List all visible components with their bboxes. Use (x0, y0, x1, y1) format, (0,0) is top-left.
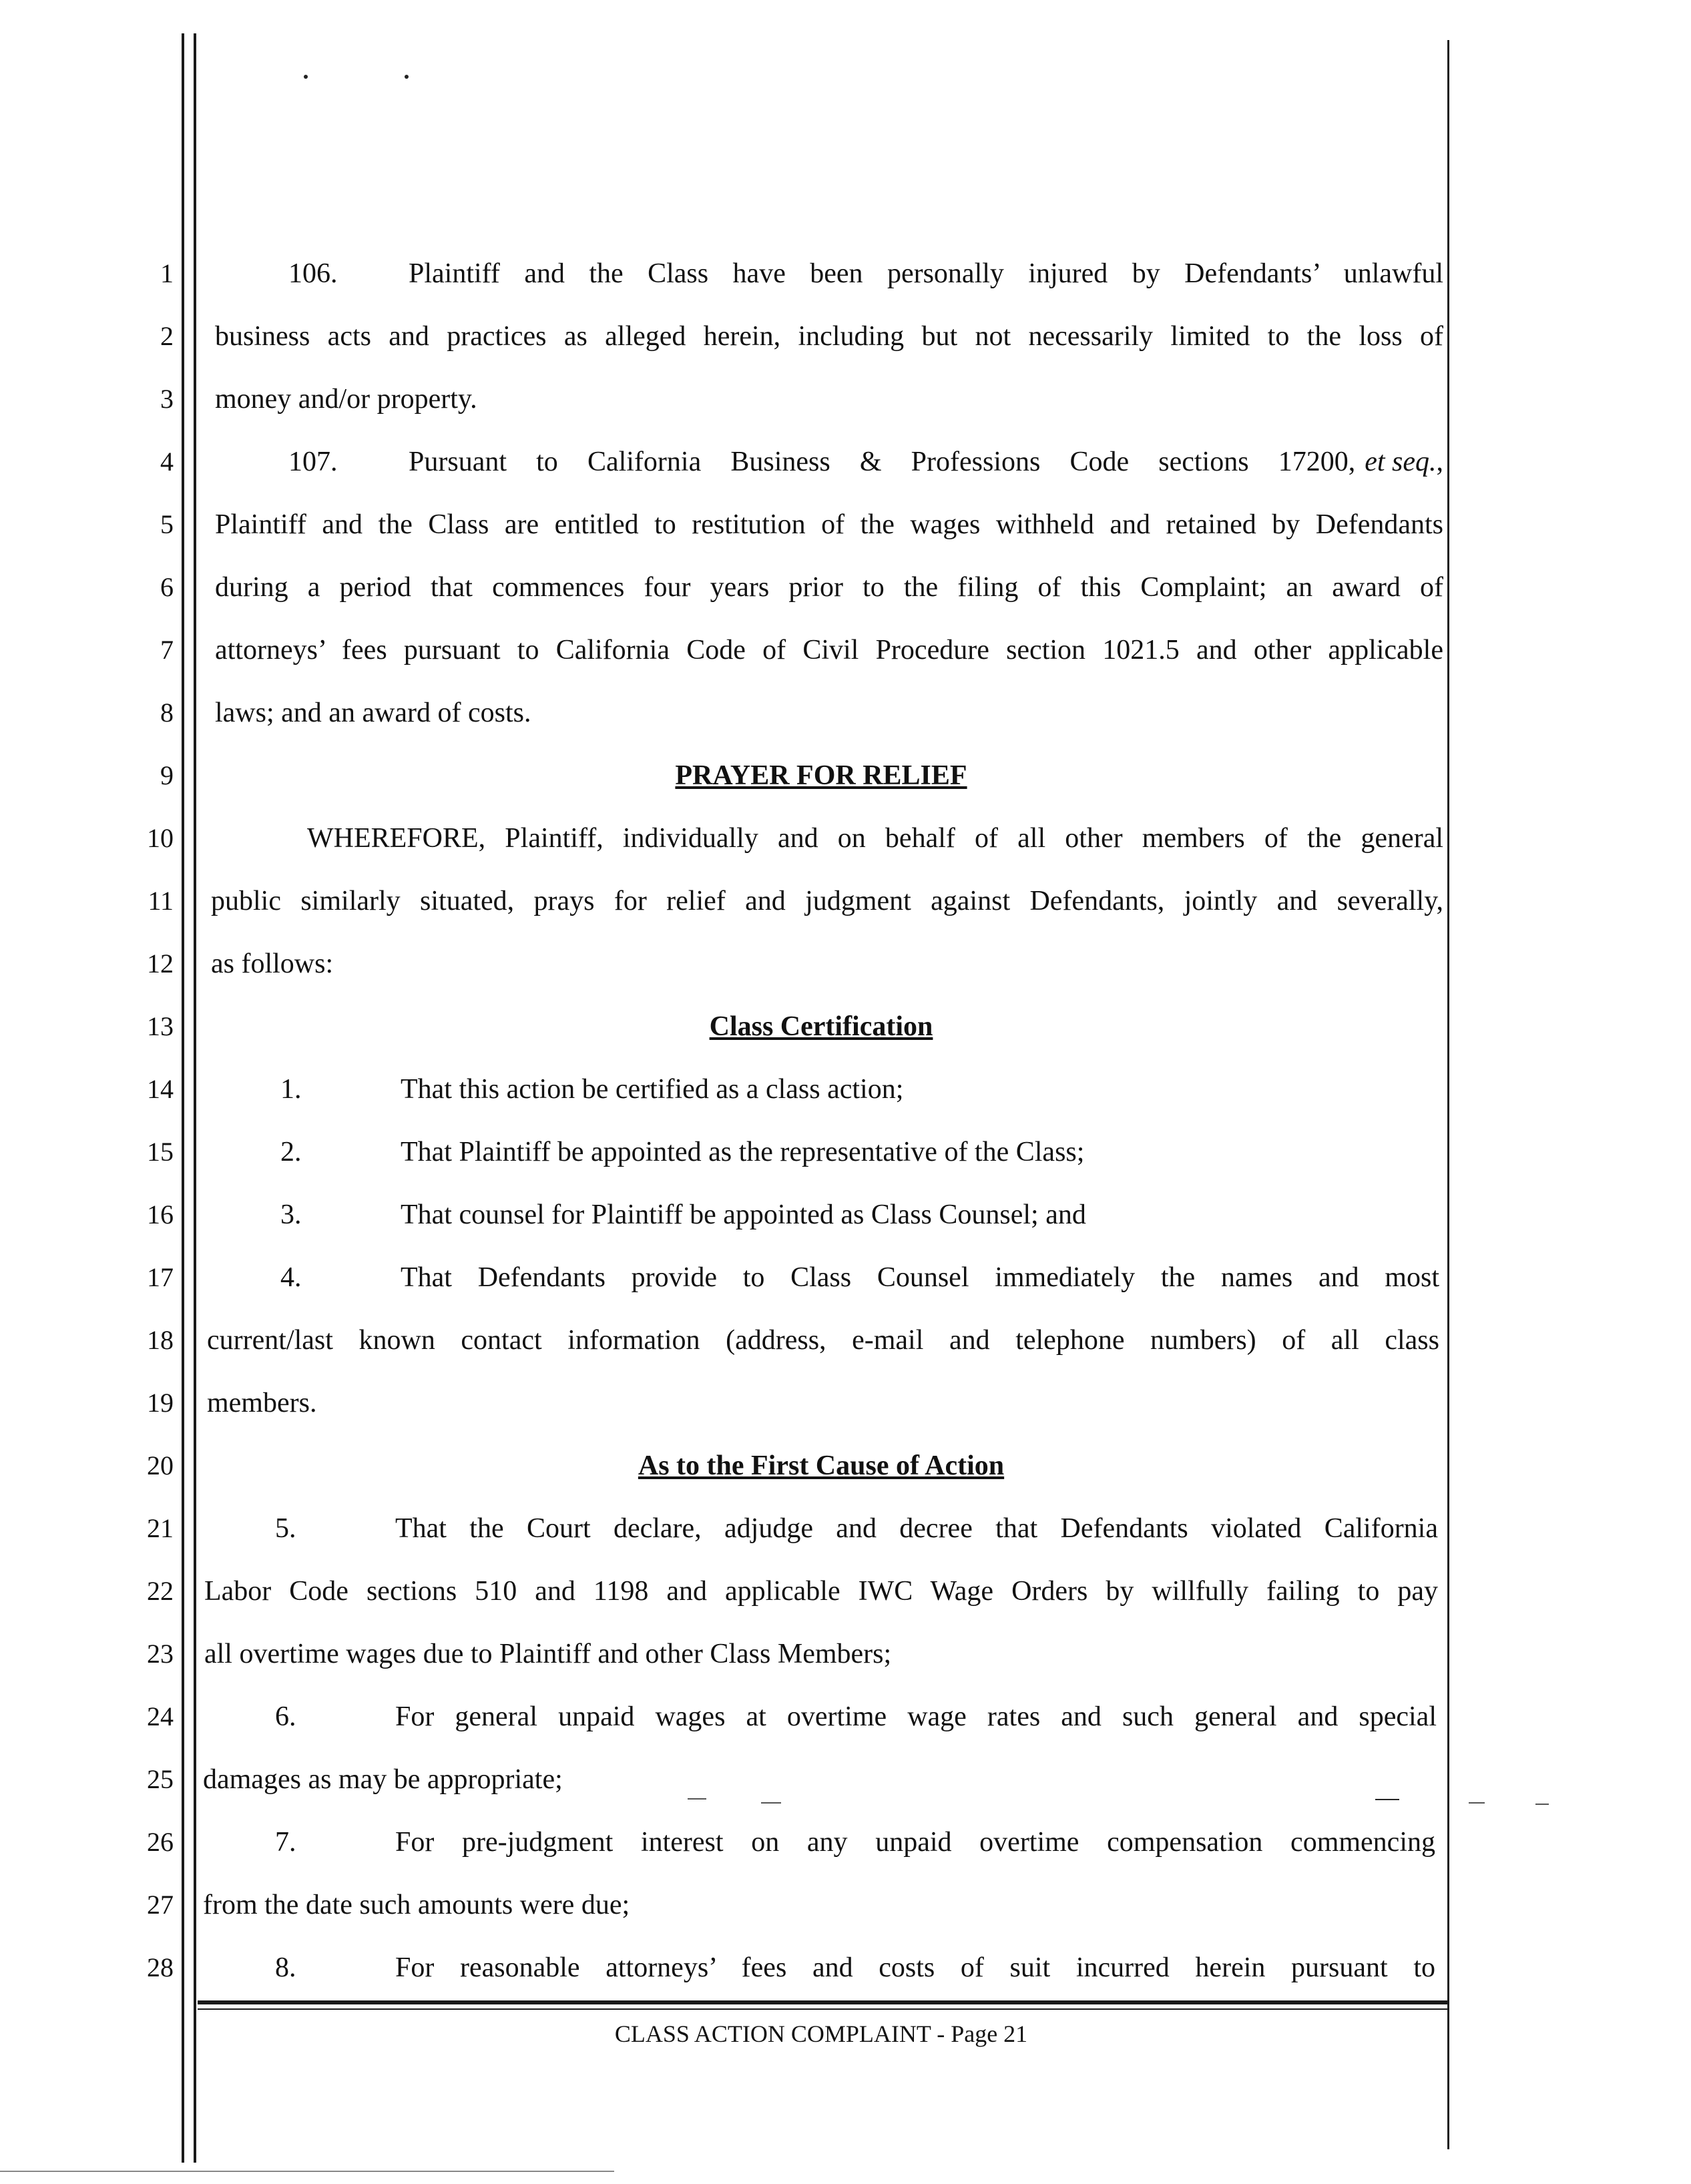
paragraph-number: 106. (288, 258, 338, 289)
list-item-text: For general unpaid wages at overtime wage rates and such general and special (395, 1701, 1437, 1732)
list-item-text: all overtime wages due to Plaintiff and other Class Members; (204, 1639, 892, 1669)
list-item-text: Labor Code sections 510 and 1198 and applicable IWC Wage Orders by willfully failing to pay (204, 1576, 1438, 1607)
body-line: attorneys’ fees pursuant to California Code of Civil Procedure section 1021.5 and other applicable (215, 635, 1443, 665)
line-number: 21 (147, 1513, 174, 1543)
body-line: business acts and practices as alleged herein, including but not necessarily limited to the loss of (215, 321, 1443, 352)
italic-citation: et seq. (1365, 447, 1437, 477)
line-number: 11 (148, 886, 174, 916)
list-item-text: For reasonable attorneys’ fees and costs of suit incurred herein pursuant to (395, 1952, 1435, 1983)
list-item-text: That counsel for Plaintiff be appointed as Class Counsel; and (401, 1199, 1086, 1230)
line-number: 13 (147, 1011, 174, 1041)
list-item-number: 3. (280, 1199, 302, 1230)
line-number: 28 (147, 1952, 174, 1982)
line-number: 24 (147, 1701, 174, 1731)
list-item-number: 6. (275, 1701, 296, 1732)
list-item-number: 4. (280, 1262, 302, 1293)
body-line: public similarly situated, prays for relief and judgment against Defendants, jointly and severally, (211, 886, 1443, 916)
line-number: 2 (160, 321, 174, 351)
line-number: 3 (160, 384, 174, 414)
scan-speck (761, 1802, 781, 1804)
list-item-text: That Plaintiff be appointed as the representative of the Class; (401, 1137, 1085, 1167)
body-line-text: Pursuant to California Business & Professions Code sections 17200, (409, 447, 1356, 477)
line-number: 20 (147, 1450, 174, 1480)
list-item-text: from the date such amounts were due; (203, 1890, 630, 1920)
line-number: 7 (160, 635, 174, 665)
line-number: 12 (147, 948, 174, 979)
scan-speck (1535, 1804, 1549, 1805)
line-number: 1 (160, 258, 174, 288)
page-footer: CLASS ACTION COMPLAINT - Page 21 (614, 2020, 1028, 2047)
section-heading: As to the First Cause of Action (638, 1450, 1005, 1481)
body-line-punct: , (1436, 447, 1443, 477)
line-number: 23 (147, 1639, 174, 1669)
line-number: 6 (160, 572, 174, 602)
footer-rule-thick (198, 2000, 1449, 2004)
list-item-number: 1. (280, 1074, 302, 1105)
line-number: 4 (160, 447, 174, 477)
right-margin-rule (1447, 40, 1449, 2149)
left-margin-rule-inner (194, 33, 196, 2163)
line-number: 16 (147, 1199, 174, 1230)
scan-speck (405, 75, 409, 79)
line-number: 22 (147, 1576, 174, 1606)
line-number: 26 (147, 1827, 174, 1857)
body-line (409, 445, 1443, 479)
line-number: 9 (160, 760, 174, 790)
body-line: WHEREFORE, Plaintiff, individually and on behalf of all other members of the general (307, 823, 1443, 854)
list-item-text: current/last known contact information (address, e-mail and telephone numbers) of all class (207, 1325, 1439, 1356)
line-number: 8 (160, 698, 174, 728)
list-item-text: damages as may be appropriate; (203, 1764, 563, 1795)
list-item-number: 8. (275, 1952, 296, 1983)
line-number: 18 (147, 1325, 174, 1355)
body-line: money and/or property. (215, 384, 477, 415)
line-number: 14 (147, 1074, 174, 1104)
list-item-text: That the Court declare, adjudge and decree that Defendants violated California (395, 1513, 1438, 1544)
paragraph-number: 107. (288, 447, 338, 477)
list-item-text: That this action be certified as a class action; (401, 1074, 904, 1105)
list-item-text: That Defendants provide to Class Counsel immediately the names and most (401, 1262, 1439, 1293)
scan-speck (1375, 1799, 1399, 1800)
body-line: during a period that commences four years prior to the filing of this Complaint; an award of (215, 572, 1443, 603)
list-item-text: members. (207, 1388, 317, 1418)
bottom-scan-edge (0, 2171, 614, 2172)
body-line: Plaintiff and the Class are entitled to restitution of the wages withheld and retained by Defendants (215, 509, 1443, 540)
scan-speck (304, 75, 308, 79)
section-heading: Class Certification (709, 1011, 933, 1042)
list-item-text: For pre-judgment interest on any unpaid overtime compensation commencing (395, 1827, 1435, 1858)
scan-speck (688, 1798, 706, 1800)
line-number: 5 (160, 509, 174, 539)
scan-speck (1469, 1802, 1485, 1804)
body-line: as follows: (211, 948, 334, 979)
list-item-number: 2. (280, 1137, 302, 1167)
line-number: 27 (147, 1890, 174, 1920)
footer-rule-thin (198, 2008, 1449, 2010)
line-number: 25 (147, 1764, 174, 1794)
body-line: laws; and an award of costs. (215, 698, 531, 728)
line-number: 10 (147, 823, 174, 853)
left-margin-rule-outer (182, 33, 184, 2163)
list-item-number: 7. (275, 1827, 296, 1858)
body-line: Plaintiff and the Class have been personally injured by Defendants’ unlawful (409, 258, 1443, 289)
line-number: 15 (147, 1137, 174, 1167)
line-number: 19 (147, 1388, 174, 1418)
line-number: 17 (147, 1262, 174, 1292)
list-item-number: 5. (275, 1513, 296, 1544)
section-heading: PRAYER FOR RELIEF (675, 760, 967, 791)
body-line-italic (1365, 445, 1443, 479)
